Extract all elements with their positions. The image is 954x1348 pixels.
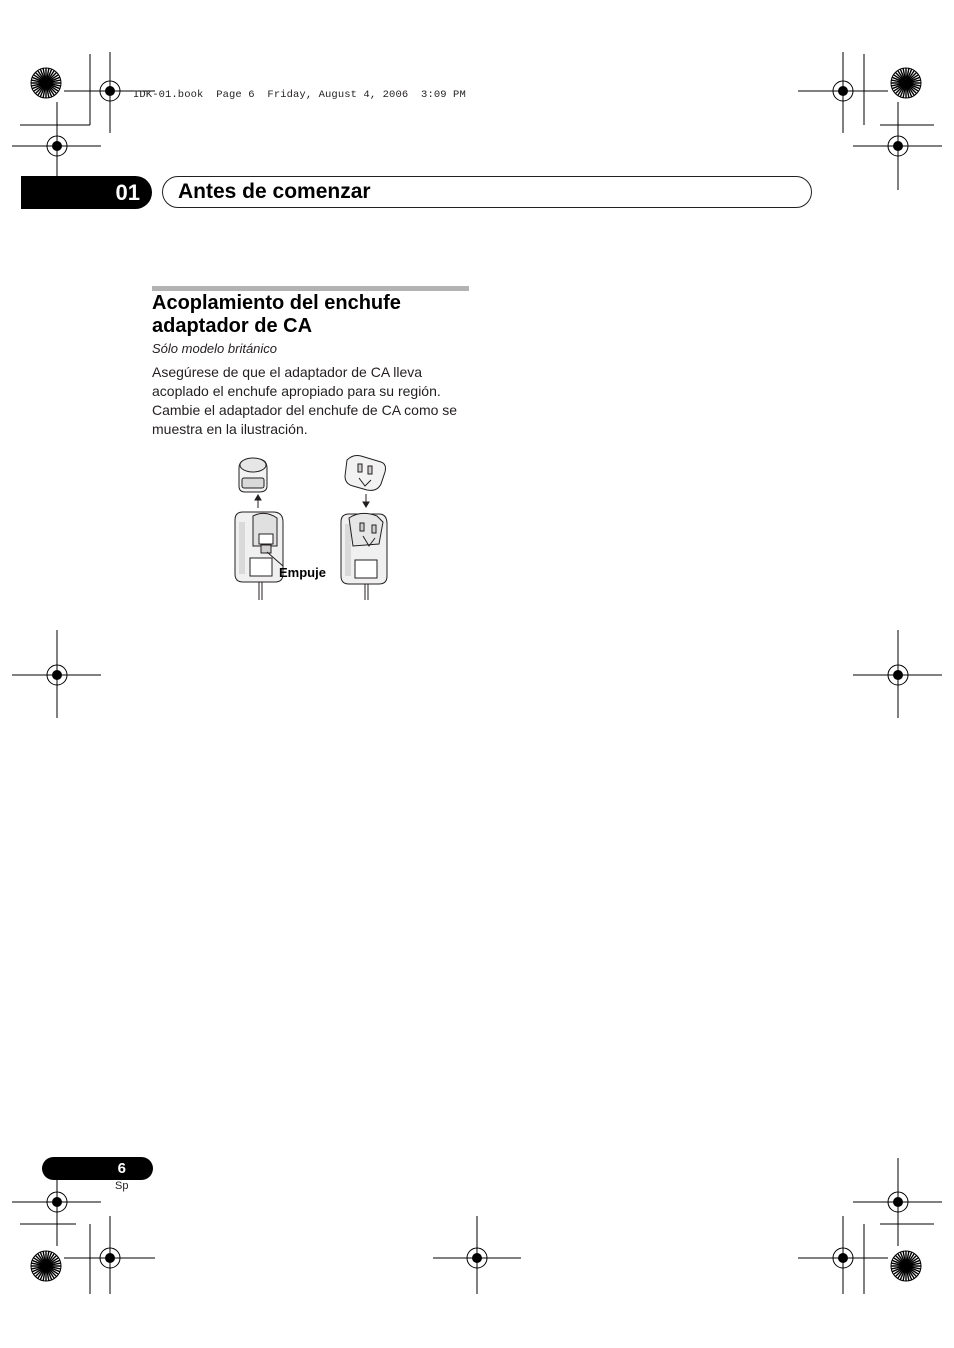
chapter-title-bar bbox=[162, 176, 812, 208]
page-number: 6 bbox=[117, 1160, 126, 1177]
body-paragraph: Asegúrese de que el adaptador de CA lleva acoplado el enchufe apropiado para su región. Cambie el adaptador del enchufe de CA como se muestra en la ilustración. bbox=[152, 364, 458, 437]
section-heading: Acoplamiento del enchufe adaptador de CA bbox=[152, 292, 401, 337]
page-number-tab bbox=[42, 1157, 153, 1180]
print-job-header: IDK-01.book Page 6 Friday, August 4, 2006 3:09 PM bbox=[133, 89, 466, 101]
push-label: Empuje bbox=[279, 565, 326, 580]
chapter-title: Antes de comenzar bbox=[178, 180, 371, 203]
chapter-number: 01 bbox=[115, 179, 140, 205]
model-note: Sólo modelo británico bbox=[152, 341, 278, 356]
chapter-number-tab bbox=[21, 176, 152, 209]
language-code: Sp bbox=[115, 1180, 129, 1192]
section-divider bbox=[152, 286, 469, 291]
